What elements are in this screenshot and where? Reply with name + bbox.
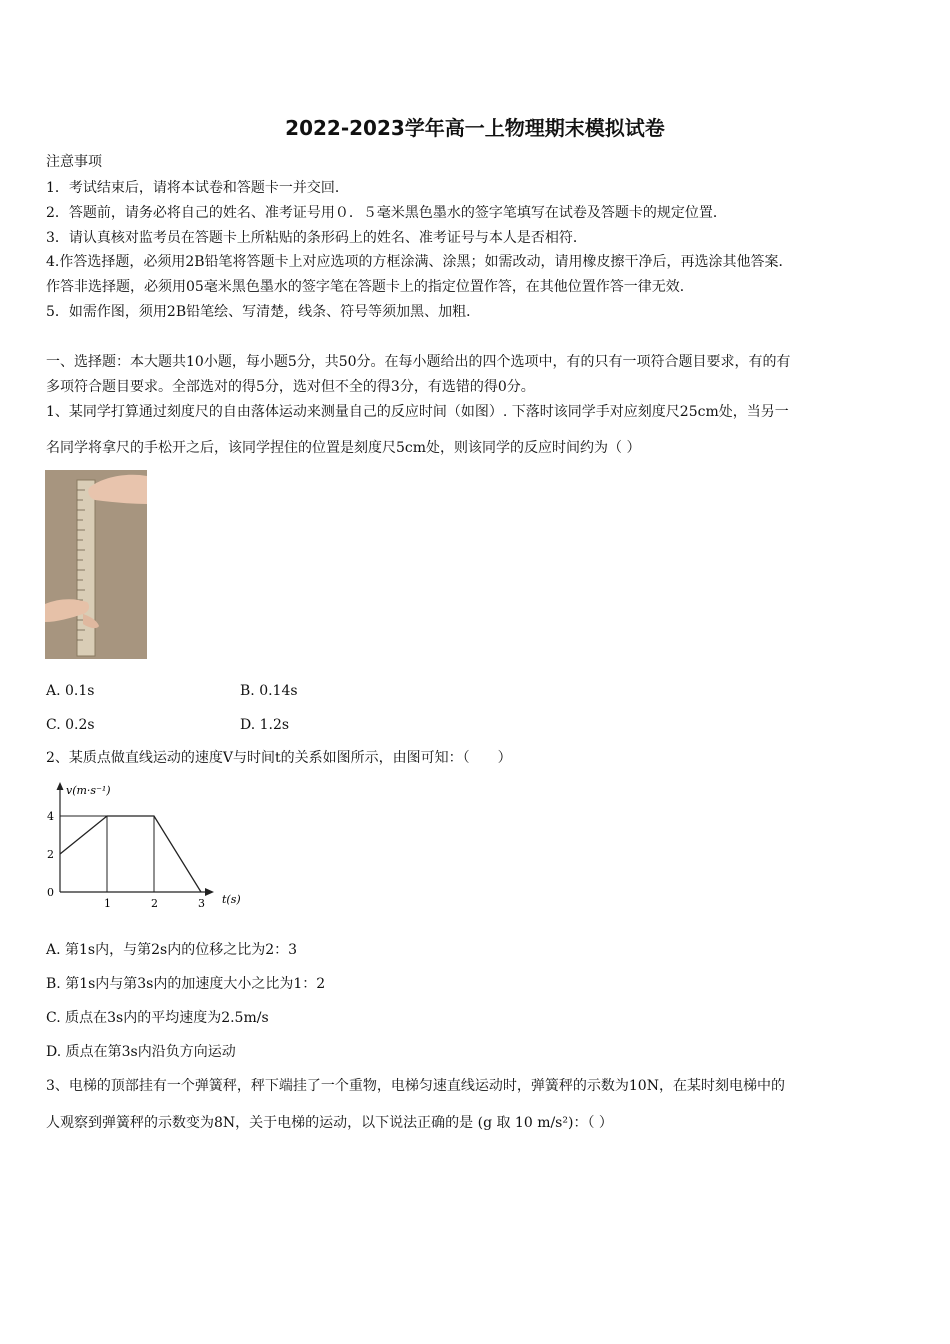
x-axis-arrow [205, 888, 214, 896]
q2-option-d: D. 质点在第3s内沿负方向运动 [46, 1044, 236, 1060]
q1-stem-line1: 1、某同学打算通过刻度尺的自由落体运动来测量自己的反应时间（如图）. 下落时该同学手对应刻度尺25cm处，当另一 [46, 404, 789, 420]
q3-stem-line2: 人观察到弹簧秤的示数变为8N，关于电梯的运动，以下说法正确的是 (g 取 10 m/s²)：（ ） [46, 1115, 613, 1131]
q1-option-a: A. 0.1s [46, 683, 95, 699]
page-title: 2022-2023学年高一上物理期末模拟试卷 [285, 116, 665, 140]
notice-item-4-cont: 作答非选择题，必须用05毫米黑色墨水的签字笔在答题卡上的指定位置作答，在其他位置作答一律无效． [46, 279, 694, 295]
y-tick-label-4: 4 [47, 810, 54, 823]
ruler-hands-illustration [45, 470, 147, 659]
notice-item-1: 1．考试结束后，请将本试卷和答题卡一并交回． [46, 180, 349, 196]
y-tick-label-0: 0 [47, 886, 54, 899]
y-axis-label: v(m·s⁻¹) [66, 784, 111, 797]
q2-option-c: C. 质点在3s内的平均速度为2.5m/s [46, 1010, 269, 1026]
section-instructions-line2: 多项符合题目要求。全部选对的得5分，选对但不全的得3分，有选错的得0分。 [46, 379, 535, 395]
x-axis-label: t(s) [222, 893, 241, 906]
section-instructions-line1: 一、选择题：本大题共10小题，每小题5分，共50分。在每小题给出的四个选项中，有的只有一项符合题目要求，有的有 [46, 354, 791, 370]
notice-heading: 注意事项 [46, 154, 102, 170]
q1-option-b: B. 0.14s [240, 683, 298, 699]
x-tick-label-1: 1 [104, 897, 111, 910]
q1-option-c: C. 0.2s [46, 717, 95, 733]
x-tick-label-2: 2 [151, 897, 158, 910]
velocity-time-graph [44, 778, 254, 917]
q2-option-b: B. 第1s内与第3s内的加速度大小之比为1：2 [46, 976, 326, 992]
y-tick-label-2: 2 [47, 848, 54, 861]
vt-chart-svg [44, 778, 254, 913]
ruler-reaction-photo [45, 470, 147, 659]
q2-stem: 2、某质点做直线运动的速度V与时间t的关系如图所示，由图可知：（ ） [46, 750, 512, 766]
q3-stem-line1: 3、电梯的顶部挂有一个弹簧秤，秤下端挂了一个重物，电梯匀速直线运动时，弹簧秤的示数为10N，在某时刻电梯中的 [46, 1078, 785, 1094]
y-axis-arrow [57, 782, 64, 790]
notice-item-4: 4.作答选择题，必须用2B铅笔将答题卡上对应选项的方框涂满、涂黑；如需改动，请用橡皮擦干净后，再选涂其他答案． [46, 254, 793, 270]
velocity-series-line [60, 816, 201, 892]
x-tick-label-3: 3 [198, 897, 205, 910]
notice-item-2: 2．答题前，请务必将自己的姓名、准考证号用０．５毫米黑色墨水的签字笔填写在试卷及答题卡的规定位置． [46, 205, 727, 221]
q1-option-d: D. 1.2s [240, 717, 290, 733]
notice-item-5: 5．如需作图，须用2B铅笔绘、写清楚，线条、符号等须加黑、加粗． [46, 304, 481, 320]
q2-option-a: A. 第1s内，与第2s内的位移之比为2：3 [46, 942, 298, 958]
notice-item-3: 3．请认真核对监考员在答题卡上所粘贴的条形码上的姓名、准考证号与本人是否相符． [46, 230, 587, 246]
q1-stem-line2: 名同学将拿尺的手松开之后，该同学捏住的位置是刻度尺5cm处，则该同学的反应时间约为（ ） [46, 440, 641, 456]
